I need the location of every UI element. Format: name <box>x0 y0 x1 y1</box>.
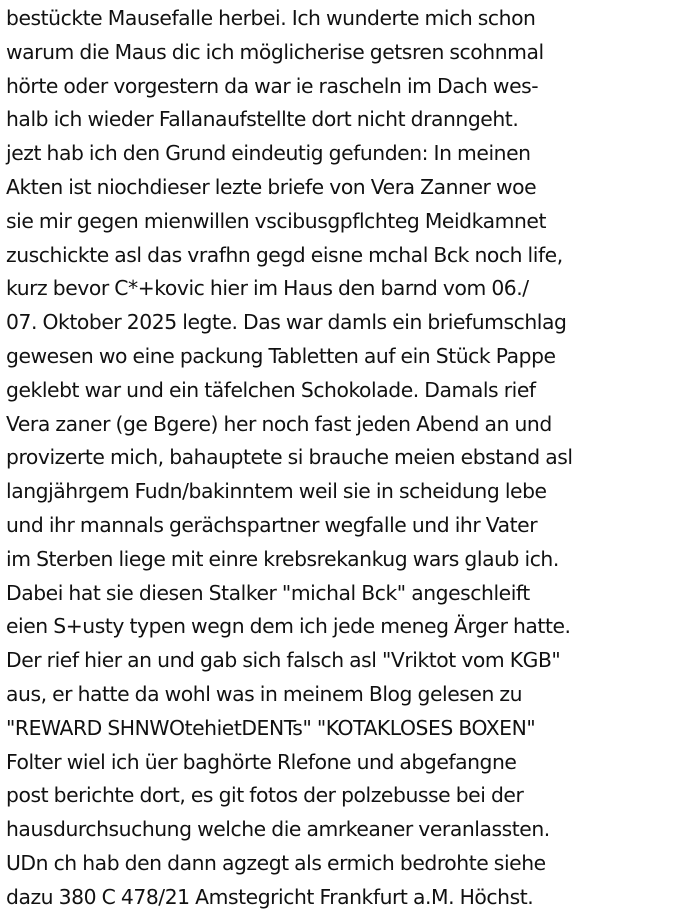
text-line: langjährgem Fudn/bakinntem weil sie in scheidung lebe <box>6 479 547 504</box>
text-line: Akten ist niochdieser lezte briefe von Vera Zanner woe <box>6 174 537 199</box>
text-line: provizerte mich, bahauptete si brauche meien ebstand asl <box>6 445 573 470</box>
text-line: Dabei hat sie diesen Stalker "michal Bck" angeschleift <box>6 580 530 605</box>
text-line: post berichte dort, es git fotos der polzebusse bei der <box>6 783 524 808</box>
text-line: bestückte Mausefalle herbei. Ich wunderte mich schon <box>6 6 536 30</box>
text-line: geklebt war und ein täfelchen Schokolade. Damals rief <box>6 377 536 402</box>
body-text <box>6 2 684 915</box>
text-line: und ihr mannals gerächspartner wegfalle und ihr Vater <box>6 512 538 537</box>
text-line: warum die Maus dic ich möglicherise getsren scohnmal <box>6 39 544 64</box>
text-line: hausdurchsuchung welche die amrkeaner veranlassten. <box>6 817 550 842</box>
text-line: Der rief hier an und gab sich falsch asl "Vriktot vom KGB" <box>6 648 561 673</box>
text-line: gewesen wo eine packung Tabletten auf ein Stück Pappe <box>6 343 556 368</box>
text-line: dazu 380 C 478/21 Amstegricht Frankfurt a.M. Höchst. <box>6 884 534 909</box>
text-line: kurz bevor C*+kovic hier im Haus den barnd vom 06./ <box>6 276 529 301</box>
text-line: jezt hab ich den Grund eindeutig gefunden: In meinen <box>6 141 531 166</box>
text-line: eien S+usty typen wegn dem ich jede meneg Ärger hatte. <box>6 614 571 639</box>
text-line: UDn ch hab den dann agzegt als ermich bedrohte siehe <box>6 850 546 875</box>
text-line: "REWARD SHNWOtehietDENTs" "KOTAKLOSES BOXEN" <box>6 715 536 740</box>
text-line: 07. Oktober 2025 legte. Das war damls ein briefumschlag <box>6 310 567 335</box>
text-line: aus, er hatte da wohl was in meinem Blog gelesen zu <box>6 681 523 706</box>
text-line: Folter wiel ich üer baghörte Rlefone und abgefangne <box>6 749 517 774</box>
text-line: im Sterben liege mit einre krebsrekankug wars glaub ich. <box>6 546 559 571</box>
text-line: sie mir gegen mienwillen vscibusgpflchteg Meidkamnet <box>6 208 546 233</box>
text-line: hörte oder vorgestern da war ie rascheln im Dach wes- <box>6 73 539 98</box>
text-line: zuschickte asl das vrafhn gegd eisne mchal Bck noch life, <box>6 242 563 267</box>
text-line: halb ich wieder Fallanaufstellte dort nicht dranngeht. <box>6 107 519 132</box>
text-line: Vera zaner (ge Bgere) her noch fast jeden Abend an und <box>6 411 552 436</box>
